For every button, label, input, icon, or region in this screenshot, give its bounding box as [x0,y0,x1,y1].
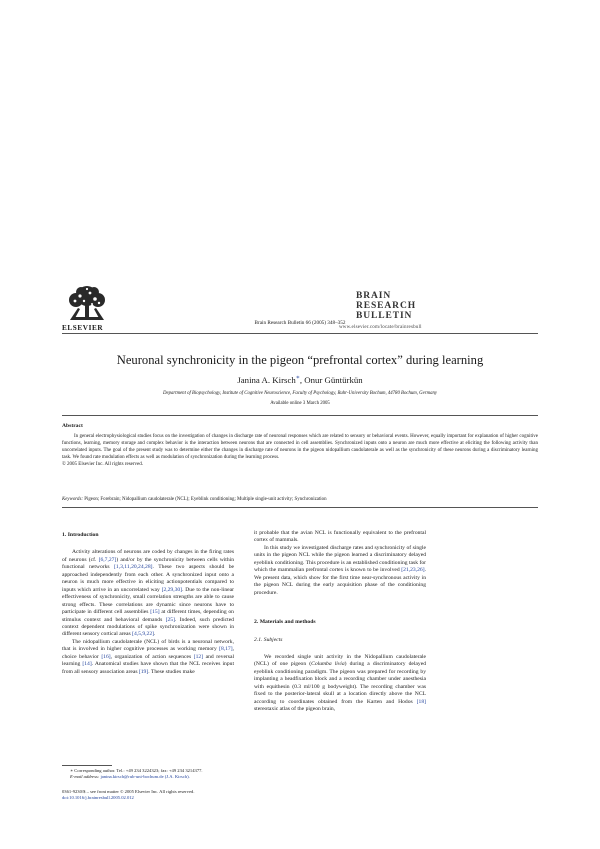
available-online-date: Available online 3 March 2005 [270,401,330,406]
header-rule [62,333,538,334]
text-run: . These two aspects should be approached independently from each other. A synchronized input onto a neuron is much more effective in eliciting actionpotentials compared to inputs which arrive in an uncorrelated way [62,564,235,593]
subjects-heading: 2.1. Subjects [254,636,283,643]
publisher-name[interactable]: ELSEVIER [62,324,104,332]
author-name-1: Janina A. Kirsch [237,374,296,385]
citation-link[interactable]: [4,5,9,22] [132,631,155,638]
text-run: . Due to the non-linear effectiveness of synchronicity, small correlation strengths are able to cause strong effects. These correlations are dynamic since neurons have to participate in different cell assemblies [62,586,234,616]
citation-link[interactable]: [25] [165,616,175,623]
footnote [62,768,234,780]
intro-paragraph-1 [62,549,234,638]
right-paragraph-2 [254,545,426,597]
left-column [62,532,234,676]
issn-line: 0361-9230/$ – see front matter © 2005 Elsevier Inc. All rights reserved. [62,789,195,794]
text-run: In this study we investigated discharge rates and synchronicity of single units in the pigeon NCL while the pigeon learned a discriminatory delayed eyeblink conditioning. This procedure is an established conditioning task for which the mammalian prefrontal cortex is known to be involved [254,544,426,574]
citation-link[interactable]: [1,3,11,20,24,28] [114,564,153,571]
species-name: Columba livia [311,661,345,668]
abstract-copyright: © 2005 Elsevier Inc. All rights reserved. [62,461,144,467]
text-run: , choice behavior [62,646,234,660]
text-run: ) during a discriminatory delayed eyeblink conditioning paradigm. The pigeon was prepared for recording by implanting a headfixation block and a recording chamber under anesthesia with equithesin (0.3 ml/100 g bodyweight). The recording chamber was fixed to the posterior-lateral skull at a location directly above the NCL according to coordinates obtained from the Karten and Hodos [254,661,426,705]
introduction-heading: 1. Introduction [62,532,99,538]
intro-paragraph-2 [62,639,234,676]
footnote-mark: ∗ [70,768,74,773]
author-affiliation: Department of Biopsychology, Institute of Cognitive Neuroscience, Faculty of Psychology, Ruhr-University Bochum, 44780 Bochum, Germany [162,391,438,396]
text-run: . Anatomical studies have shown that the NCL receives input from all sensory association areas [62,661,234,675]
footnote-rule [62,765,112,766]
text-run: and reversal learning [62,653,234,668]
text-run: We recorded single unit activity in the Nidopallium caudolaterale (NCL) of one pigeon ( [254,653,426,668]
text-run: ) and/or by the synchronicity between cells within functional networks [62,556,234,571]
abstract-body [62,434,538,469]
journal-logo [356,291,428,321]
keywords-label: Keywords: [62,497,84,502]
text-run: . We present data, which show for the first time near-synchronous activity in the pigeon NCL during the early acquisition phase of the conditioning procedure. [254,567,426,596]
elsevier-tree-logo [66,284,108,324]
text-run: The nidopallium caudolaterale (NCL) of birds is a neuronal network, that is involved in higher cognitive processes as working memory [62,638,234,653]
citation-link[interactable]: [18] [416,698,426,705]
keywords-list: Pigeon; Forebrain; Nidopallium caudolaterale (NCL); Eyeblink conditioning; Multiple single-unit activity; Synchronization [84,497,327,502]
journal-logo-line-3: BULLETIN [356,311,413,321]
article-title: Neuronal synchronicity in the pigeon “prefrontal cortex” during learning [116,353,484,367]
text-run: . [154,631,156,638]
abstract-bottom-rule [62,507,538,508]
doi-link[interactable]: doi:10.1016/j.brainresbull.2005.02.012 [62,795,134,801]
text-run: Corresponding author. Tel.: +49 234 3224323; fax: +49 234 3214377. [73,768,203,773]
citation-link[interactable]: [12] [193,653,204,660]
text-run: stereotaxic atlas of the pigeon brain, [254,706,336,713]
citation-link[interactable]: [8,17] [219,646,233,653]
citation-link[interactable]: [2,29,30] [161,586,183,593]
email-link[interactable]: janina.kirsch@rub-uni-bochum.de (J.A. Kirsch). [99,774,190,780]
text-run: , organization of action sequences [110,653,194,660]
abstract-top-rule [62,415,538,416]
spacer [254,597,426,619]
text-run: . These studies make [148,668,195,675]
keywords-line [62,497,538,502]
article-authors [0,374,600,385]
author-name-2: , Onur Güntürkün [299,374,363,385]
email-note [62,774,234,780]
journal-url-link[interactable]: www.elsevier.com/locate/brainresbull [339,325,422,330]
journal-logo-line-2: RESEARCH [356,301,416,311]
journal-logo-line-1: BRAIN [356,291,392,301]
methods-heading: 2. Materials and methods [254,619,316,626]
text-run: Activity alterations of neurons are coded by changes in the firing rates of neurons (cf. [62,549,234,563]
right-paragraph-3 [254,654,426,714]
right-paragraph-1: it probable that the avian NCL is functionally equivalent to the prefrontal cortex of mammals. [254,530,426,544]
right-column [254,530,426,714]
citation-link[interactable]: [21,23,26] [401,567,425,574]
text-run: . Indeed, such predicted context dependent modulations of spike synchronization were shown in different sensory cortical areas [62,616,234,638]
text-run: at different times, depending on stimulus context and behavioral demands [62,609,234,623]
citation-link[interactable]: [14] [82,661,92,668]
citation-link[interactable]: [15] [150,609,160,616]
abstract-paragraph: In general electrophysiological studies focus on the investigation of changes in discharge rate of neuronal responses which are related to sensory or behavioral events. However, equally important for explanation of higher cognitive functions, learning, memory storage and complex behavior is the interaction between neurons that are connected in cell assemblies. Synchronized inputs onto a neuron are much more effective at eliciting the following activity than uncorrelated inputs. The goal of the present study was to determine either the changes in discharge rate of neurons in the pigeon nidopallium caudolaterale as well as the synchronicity of these neurons during a discriminatory learning task. We found rate modulation effects as well as modulation of synchronization during the learning process. [62,434,538,460]
abstract-heading: Abstract [62,423,83,429]
email-label: E-mail address: [70,774,100,780]
citation-link[interactable]: [6,7,27] [98,556,117,563]
citation-link[interactable]: [16] [101,653,111,660]
corresponding-author-link[interactable]: ∗ [295,375,300,381]
citation-link[interactable]: [19] [138,668,149,675]
bottom-info [62,789,234,801]
journal-citation: Brain Research Bulletin 66 (2005) 348–352 [254,320,346,326]
